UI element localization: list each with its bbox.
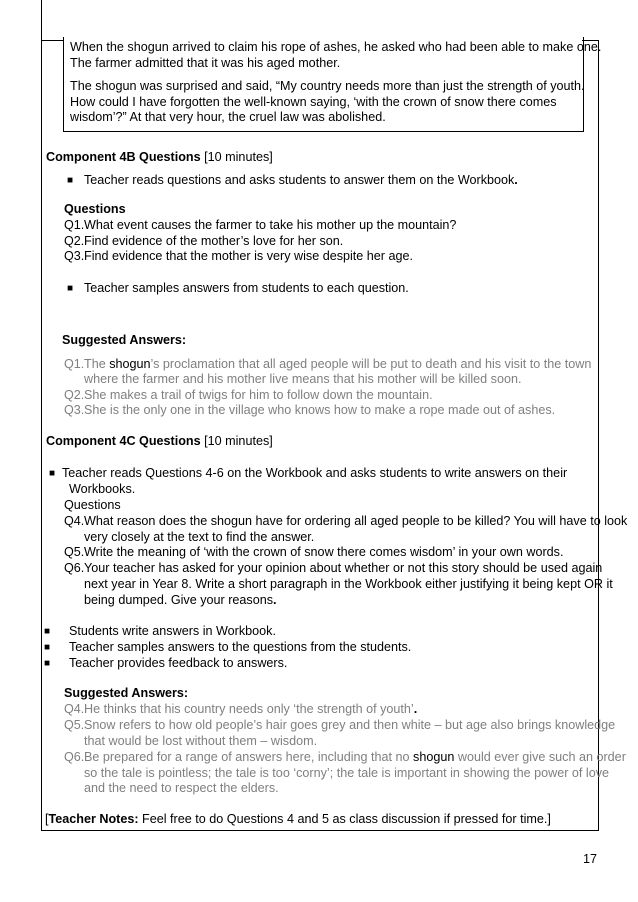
square-bullet-icon: ■	[67, 283, 74, 294]
story-line-2: The farmer admitted that it was his aged mother.	[70, 56, 341, 70]
c4c-bullet-a: Students write answers in Workbook.	[69, 624, 276, 638]
c4c-question-5: Q5.Write the meaning of ‘with the crown of snow there comes wisdom’ in your own words.	[64, 545, 564, 559]
c4b-questions-heading: Questions	[64, 202, 126, 216]
c4c-answer-5: Q5.Snow refers to how old people’s hair goes grey and then white – but age also brings knowledge	[64, 718, 616, 732]
c4c-answer-6: Q6.Be prepared for a range of answers here, including that no shogun would ever give such an order	[64, 750, 626, 764]
story-line-5: wisdom’?” At that very hour, the cruel law was abolished.	[70, 110, 386, 124]
page-frame-right	[598, 40, 599, 831]
square-bullet-icon: ■	[49, 468, 56, 479]
c4b-answer-3: Q3.She is the only one in the village who knows how to make a rope made out of ashes.	[64, 403, 556, 417]
c4b-suggested-answers-heading: Suggested Answers:	[62, 333, 187, 347]
component-4b-heading: Component 4B Questions [10 minutes]	[46, 150, 273, 164]
c4c-questions-label: Questions	[64, 498, 121, 512]
c4b-bullet-1: Teacher reads questions and asks students to answer them on the Workbook.	[84, 173, 518, 187]
square-bullet-icon: ■	[44, 626, 51, 637]
c4c-question-6: Q6.Your teacher has asked for your opinion about whether or not this story should be used again	[64, 561, 603, 575]
c4c-answer-4: Q4.He thinks that his country needs only ‘the strength of youth’.	[64, 702, 418, 716]
story-line-1: When the shogun arrived to claim his rope of ashes, he asked who had been able to make one.	[70, 40, 602, 54]
c4c-question-6-line-2: next year in Year 8. Write a short paragraph in the Workbook either justifying it being kept OR it	[84, 577, 613, 591]
page-frame-left	[41, 0, 42, 831]
c4b-answer-1: Q1.The shogun’s proclamation that all aged people will be put to death and his visit to the town	[64, 357, 592, 371]
c4b-question-1: Q1.What event causes the farmer to take his mother up the mountain?	[64, 218, 457, 232]
teacher-notes: [Teacher Notes: Feel free to do Questions 4 and 5 as class discussion if pressed for time.]	[45, 812, 551, 826]
square-bullet-icon: ■	[44, 658, 51, 669]
c4b-question-3: Q3.Find evidence that the mother is very wise despite her age.	[64, 249, 414, 263]
c4b-bullet-2: Teacher samples answers from students to each question.	[84, 281, 409, 295]
square-bullet-icon: ■	[67, 175, 74, 186]
c4c-suggested-answers-heading: Suggested Answers:	[64, 686, 189, 700]
story-line-4: How could I have forgotten the well-known saying, ‘with the crown of snow there comes	[70, 95, 557, 109]
square-bullet-icon: ■	[44, 642, 51, 653]
c4c-bullet-b: Teacher samples answers to the questions from the students.	[69, 640, 412, 654]
c4b-question-2: Q2.Find evidence of the mother’s love for her son.	[64, 234, 344, 248]
c4c-question-4-line-2: very closely at the text to find the answer.	[84, 530, 315, 544]
c4b-answer-2: Q2.She makes a trail of twigs for him to follow down the mountain.	[64, 388, 433, 402]
c4c-answer-6-line-2: so the tale is pointless; the tale is too ‘corny’; the tale is important in showing the power of love	[84, 766, 610, 780]
c4c-bullet-1: Teacher reads Questions 4-6 on the Workbook and asks students to write answers on their	[62, 466, 568, 480]
story-line-3: The shogun was surprised and said, “My country needs more than just the strength of youth.	[70, 79, 585, 93]
component-4c-heading: Component 4C Questions [10 minutes]	[46, 434, 273, 448]
page-number: 17	[583, 852, 598, 866]
page-frame-top-left	[41, 40, 63, 41]
c4c-answer-5-line-2: that would be lost without them – wisdom.	[84, 734, 318, 748]
c4c-question-6-line-3: being dumped. Give your reasons.	[84, 593, 277, 607]
c4c-question-4: Q4.What reason does the shogun have for ordering all aged people to be killed? You will have to look	[64, 514, 628, 528]
page-frame-bottom	[41, 830, 599, 831]
c4b-answer-1-line-2: where the farmer and his mother live means that his mother will be killed soon.	[84, 372, 522, 386]
c4c-answer-6-line-3: and the need to respect the elders.	[84, 781, 279, 795]
c4c-bullet-c: Teacher provides feedback to answers.	[69, 656, 288, 670]
c4c-bullet-1-line-2: Workbooks.	[69, 482, 136, 496]
